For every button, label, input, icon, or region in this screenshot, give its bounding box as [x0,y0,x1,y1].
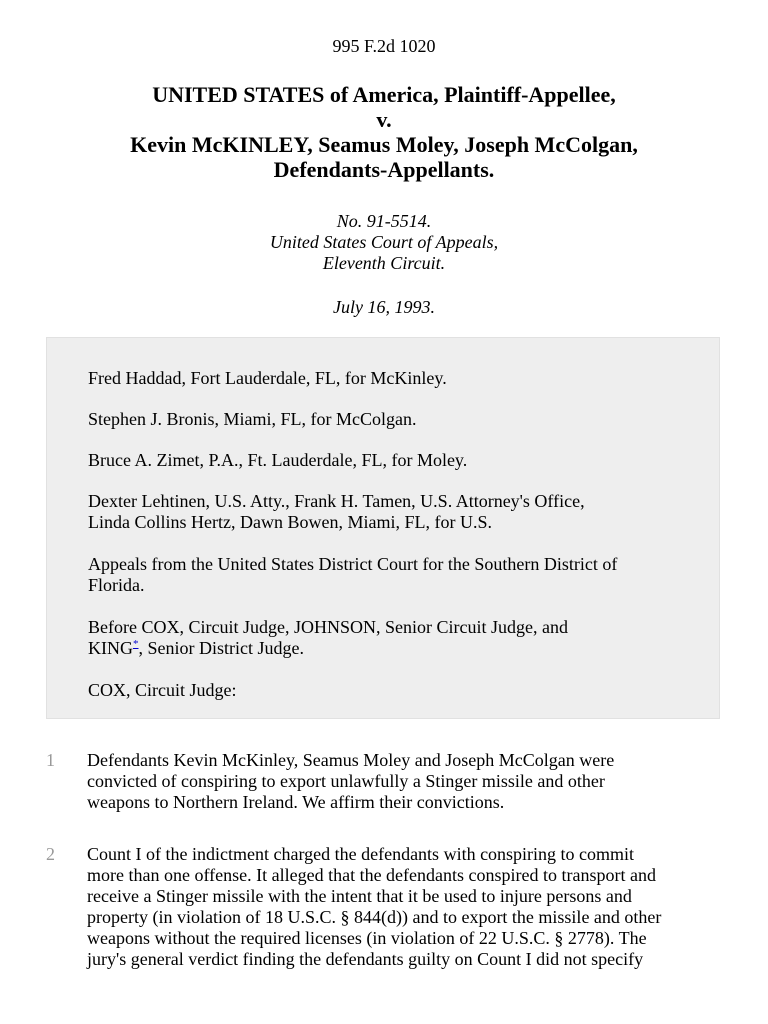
paragraph-number: 1 [46,750,55,770]
paragraph-line: property (in violation of 18 U.S.C. § 844(d)) and to export the missile and other [87,907,662,927]
caption-versus: v. [376,107,392,132]
paragraph-line: weapons without the required licenses (in violation of 22 U.S.C. § 2778). The [87,928,647,948]
decision-date: July 16, 1993. [333,297,435,317]
appeal-origin-line1: Appeals from the United States District Court for the Southern District of [88,554,618,574]
panel-judges-line1: Before COX, Circuit Judge, JOHNSON, Senior Circuit Judge, and [88,617,568,637]
circuit-name: Eleventh Circuit. [322,253,446,273]
caption-defendants-role: Defendants-Appellants. [273,157,495,182]
appeal-origin [88,554,688,596]
court-info [0,211,768,274]
paragraph-text [87,844,727,970]
paragraph-line: more than one offense. It alleged that the defendants conspired to transport and [87,865,656,885]
footnote-link[interactable]: * [133,638,139,650]
caption-plaintiff: UNITED STATES of America, Plaintiff-Appellee, [152,82,616,107]
case-caption [0,82,768,182]
counsel-moley: Bruce A. Zimet, P.A., Ft. Lauderdale, FL, for Moley. [88,450,468,470]
paragraph-line: Defendants Kevin McKinley, Seamus Moley and Joseph McColgan were [87,750,615,770]
judge-king: KING [88,638,133,658]
paragraph-line: weapons to Northern Ireland. We affirm their convictions. [87,792,505,812]
caption-defendants: Kevin McKINLEY, Seamus Moley, Joseph McColgan, [130,132,638,157]
counsel-mccolgan: Stephen J. Bronis, Miami, FL, for McColgan. [88,409,417,429]
paragraph-text [87,750,727,813]
counsel-us [88,491,688,533]
paragraph-number: 2 [46,844,55,864]
paragraph-line: convicted of conspiring to export unlawfully a Stinger missile and other [87,771,605,791]
docket-number: No. 91-5514. [336,211,432,231]
panel-judges [88,617,688,659]
paragraph-line: receive a Stinger missile with the intent that it be used to injure persons and [87,886,632,906]
authoring-judge: COX, Circuit Judge: [88,680,237,700]
case-citation: 995 F.2d 1020 [332,36,436,56]
appeal-origin-line2: Florida. [88,575,145,595]
counsel-mckinley: Fred Haddad, Fort Lauderdale, FL, for McKinley. [88,368,447,388]
counsel-box [46,337,720,719]
counsel-us-line1: Dexter Lehtinen, U.S. Atty., Frank H. Tamen, U.S. Attorney's Office, [88,491,585,511]
paragraph-line: jury's general verdict finding the defendants guilty on Count I did not specify [87,949,644,969]
court-name: United States Court of Appeals, [269,232,499,252]
counsel-us-line2: Linda Collins Hertz, Dawn Bowen, Miami, FL, for U.S. [88,512,492,532]
panel-judges-line2: , Senior District Judge. [138,638,304,658]
paragraph-line: Count I of the indictment charged the defendants with conspiring to commit [87,844,635,864]
